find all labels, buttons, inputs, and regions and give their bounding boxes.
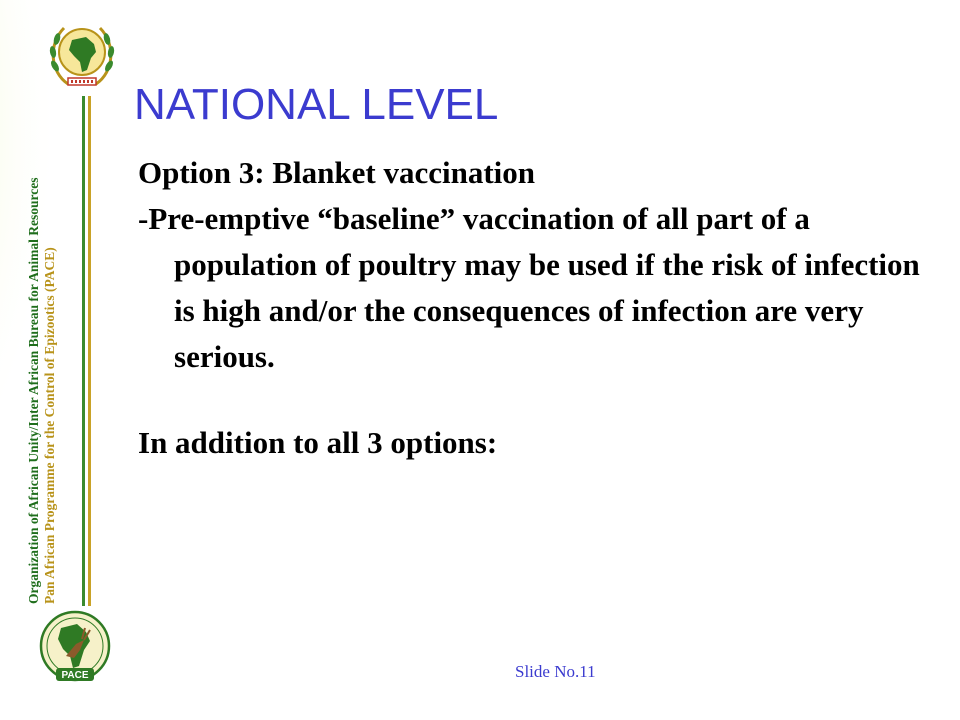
sidebar-line-1: Organization of African Unity/Inter African Bureau for Animal Resources <box>26 177 41 604</box>
gold-divider-line <box>88 96 91 606</box>
slide-number: Slide No.11 <box>515 662 596 681</box>
sidebar-line-2: Pan African Programme for the Control of Epizootics (PACE) <box>42 247 57 604</box>
pace-logo-text: PACE <box>61 670 89 681</box>
organization-sidebar-text <box>26 84 58 604</box>
option-heading: Option 3: Blanket vaccination <box>138 155 536 190</box>
pace-logo-icon <box>30 606 120 692</box>
slide-body <box>138 150 938 466</box>
green-divider-line <box>82 96 85 606</box>
au-emblem-icon <box>38 14 126 94</box>
addition-line: In addition to all 3 options: <box>138 425 498 460</box>
baseline-vaccination-paragraph: -Pre-emptive “baseline” vaccination of all part of a population of poultry may be used if the risk of infection is high and/or the consequences of infection are very serious. <box>138 201 920 374</box>
slide-title: NATIONAL LEVEL <box>134 80 499 129</box>
